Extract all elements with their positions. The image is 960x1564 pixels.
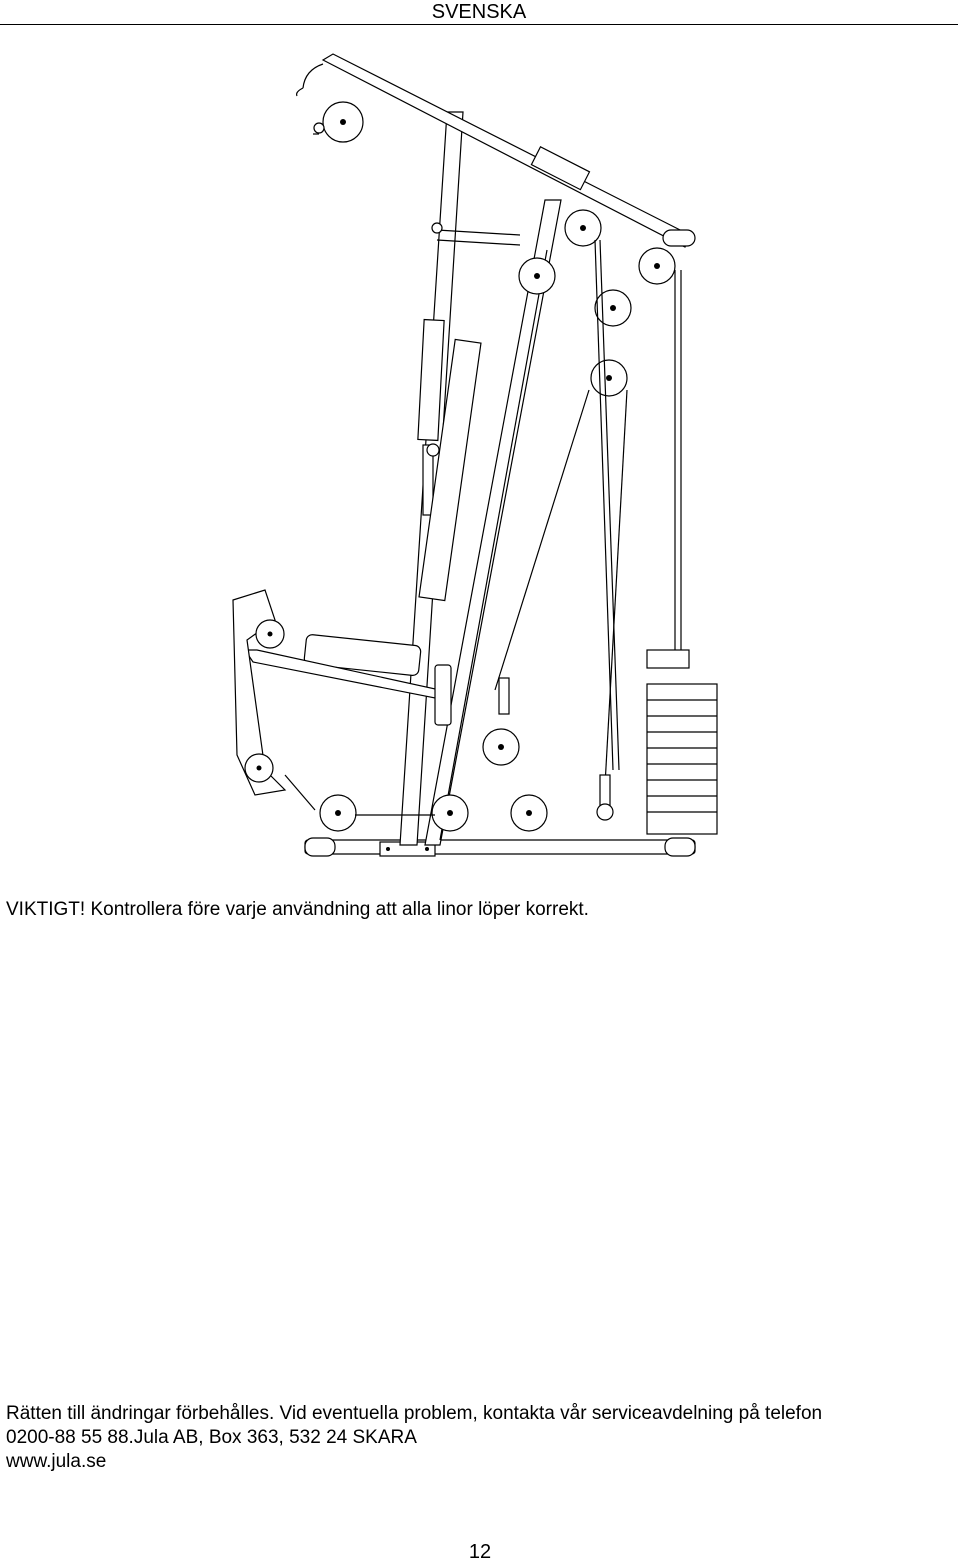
home-gym-diagram	[195, 50, 735, 870]
page-number: 12	[468, 1541, 492, 1563]
page-header	[0, 0, 958, 25]
warning-text: Kontrollera före varje användning att alla linor löper korrekt.	[85, 899, 589, 920]
footer-line-1: Rätten till ändringar förbehålles. Vid eventuella problem, kontakta vår serviceavdelning på telefon	[6, 1403, 823, 1424]
footer-notice	[6, 1402, 956, 1474]
warning-notice	[6, 898, 589, 922]
language-label: SVENSKA	[431, 1, 527, 23]
home-gym-side-view-icon	[195, 50, 735, 870]
footer-website: www.jula.se	[6, 1451, 107, 1472]
footer-line-2: 0200-88 55 88.Jula AB, Box 363, 532 24 SKARA	[6, 1427, 417, 1448]
warning-label: VIKTIGT!	[6, 899, 86, 920]
